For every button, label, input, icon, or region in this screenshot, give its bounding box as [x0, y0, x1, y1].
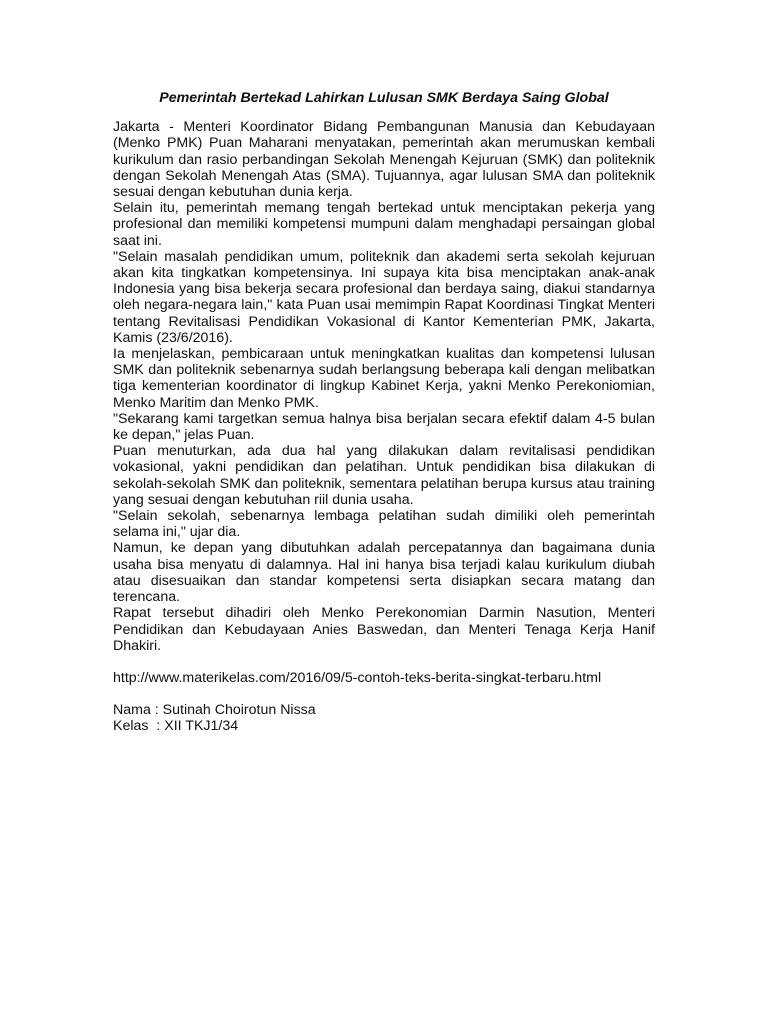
author-name: Nama : Sutinah Choirotun Nissa: [113, 702, 316, 719]
paragraph-5: "Sekarang kami targetkan semua halnya bisa berjalan secara efektif dalam 4-5 bulan ke depan," jelas Puan.: [113, 410, 655, 444]
author-info: [113, 702, 655, 734]
document-body: [113, 90, 655, 735]
author-class: Kelas : XII TKJ1/34: [113, 718, 239, 735]
paragraph-4: Ia menjelaskan, pembicaraan untuk meningkatkan kualitas dan kompetensi lulusan SMK dan politeknik sebenarnya sudah berlangsung beberapa kali dengan melibatkan tiga kementerian koordinator di lingkup Kabinet Kerja, yakni Menko Perekoniomian, Menko Maritim dan Menko PMK.: [113, 346, 655, 411]
paragraph-7: "Selain sekolah, sebenarnya lembaga pelatihan sudah dimiliki oleh pemerintah selama ini," ujar dia.: [113, 508, 655, 541]
document-title: Pemerintah Bertekad Lahirkan Lulusan SMK Berdaya Saing Global: [159, 90, 609, 106]
paragraph-8: Namun, ke depan yang dibutuhkan adalah percepatannya dan bagaimana dunia usaha bisa menyatu di dalamnya. Hal ini hanya bisa terjadi kalau kurikulum diubah atau disesuaikan dan standar kompetensi serta disiapkan secara matang dan terencana.: [113, 540, 655, 606]
paragraph-9: Rapat tersebut dihadiri oleh Menko Perekonomian Darmin Nasution, Menteri Pendidikan dan Kebudayaan Anies Baswedan, dan Menteri Tenaga Kerja Hanif Dhakiri.: [113, 605, 655, 654]
paragraph-2: Selain itu, pemerintah memang tengah bertekad untuk menciptakan pekerja yang profesional dan memiliki kompetensi mumpuni dalam menghadapi persaingan global saat ini.: [113, 200, 655, 249]
paragraph-6: Puan menuturkan, ada dua hal yang dilakukan dalam revitalisasi pendidikan vokasional, yakni pendidikan dan pelatihan. Untuk pendidikan bisa dilakukan di sekolah-sekolah SMK dan politeknik, sementara pelatihan berupa kursus atau training yang sesuai dengan kebutuhan riil dunia usaha.: [113, 443, 655, 508]
paragraph-1: Jakarta - Menteri Koordinator Bidang Pembangunan Manusia dan Kebudayaan (Menko PMK) Puan Maharani menyatakan, pemerintah akan merumuskan kembali kurikulum dan rasio perbandingan Sekolah Menengah Kejuruan (SMK) dan politeknik dengan Sekolah Menengah Atas (SMA). Tujuannya, agar lulusan SMA dan politeknik sesuai dengan kebutuhan dunia kerja.: [113, 119, 655, 201]
source-url: http://www.materikelas.com/2016/09/5-contoh-teks-berita-singkat-terbaru.html: [113, 669, 602, 686]
paragraph-3: "Selain masalah pendidikan umum, politeknik dan akademi serta sekolah kejuruan akan kita tingkatkan kompetensinya. Ini supaya kita bisa menciptakan anak-anak Indonesia yang bisa bekerja secara profesional dan berdaya saing, diakui standarnya oleh negara-negara lain," kata Puan usai memimpin Rapat Koordinasi Tingkat Menteri tentang Revitalisasi Pendidikan Vokasional di Kantor Kementerian PMK, Jakarta, Kamis (23/6/2016).: [113, 248, 655, 346]
